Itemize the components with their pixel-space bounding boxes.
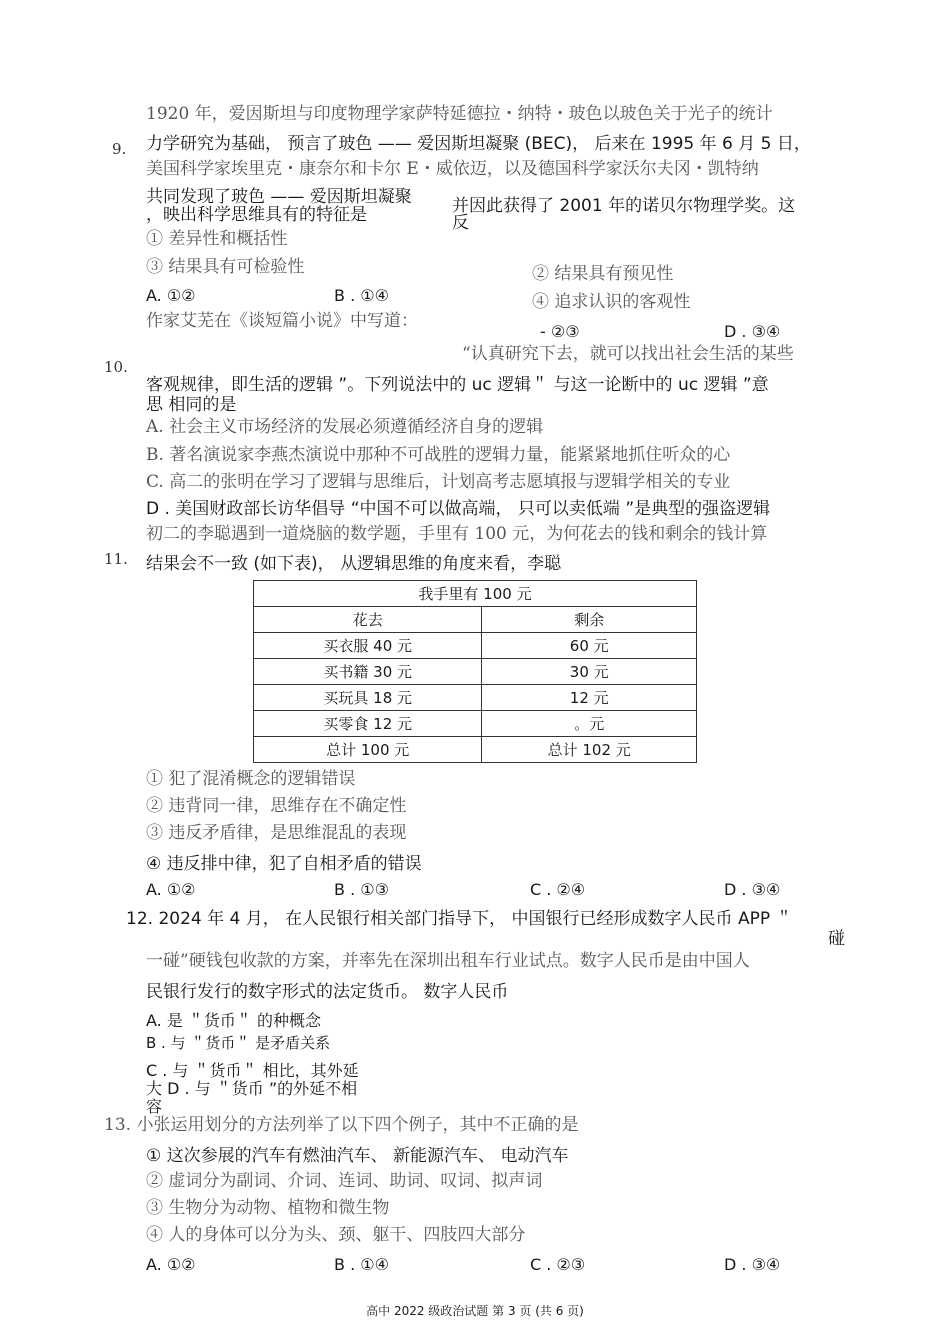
table-row	[254, 711, 697, 737]
q9-line3: 美国科学家埃里克・康奈尔和卡尔 E・威依迈，以及德国科学家沃尔夫冈・凯特纳	[146, 159, 759, 179]
table-cell-left: 12 元	[482, 685, 697, 711]
q11-item3: ③ 违反矛盾律，是思维混乱的表现	[146, 823, 407, 843]
table-row	[254, 685, 697, 711]
q13-item3: ③ 生物分为动物、植物和微生物	[146, 1198, 390, 1218]
table-cell-spent: 总计 100 元	[254, 737, 482, 763]
q9-line4c: 并因此获得了 2001 年的诺贝尔物理学奖。这	[452, 196, 796, 216]
table-title: 我手里有 100 元	[254, 581, 697, 607]
q12-line1: 12. 2024 年 4 月， 在人民银行相关部门指导下， 中国银行已经形成数字人民币 APP ＂	[126, 909, 793, 929]
q13-option-c: C . ②③	[530, 1255, 586, 1274]
q12-line1b: 碰	[828, 929, 845, 949]
q9-line4b: ，映出科学思维具有的特征是	[146, 205, 367, 225]
q13-option-d: D . ③④	[724, 1255, 781, 1274]
q13-option-b: B . ①④	[334, 1255, 389, 1274]
q13-item4: ④ 人的身体可以分为头、颈、躯干、四肢四大部分	[146, 1225, 526, 1245]
q10-option-b: B. 著名演说家李燕杰演说中那种不可战胜的逻辑力量，能紧紧地抓住听众的心	[146, 445, 731, 465]
q9-line4d: 反	[452, 213, 469, 233]
q11-option-b: B . ①③	[334, 880, 389, 899]
q12-line3: 民银行发行的数字形式的法定货币。 数字人民币	[146, 982, 509, 1002]
table-cell-spent: 买玩具 18 元	[254, 685, 482, 711]
q12-line2: 一碰”硬钱包收款的方案，并率先在深圳出租车行业试点。数字人民币是由中国人	[146, 951, 750, 971]
q9-item1: ① 差异性和概括性	[146, 229, 288, 249]
table-cell-spent: 买书籍 30 元	[254, 659, 482, 685]
table-cell-left: 总计 102 元	[482, 737, 697, 763]
q9-item4: ④ 追求认识的客观性	[532, 292, 691, 312]
table-row	[254, 659, 697, 685]
q10-line1b: “认真研究下去，就可以找出社会生活的某些	[462, 344, 794, 364]
q12-option-a: A. 是 ＂货币＂ 的种概念	[146, 1011, 322, 1030]
table-cell-spent: 买零食 12 元	[254, 711, 482, 737]
q12-option-b: B . 与 ＂货币＂ 是矛盾关系	[146, 1034, 331, 1052]
q12-option-c: C . 与 ＂货币＂ 相比，其外延	[146, 1061, 359, 1080]
q11-line1: 初二的李聪遇到一道烧脑的数学题，手里有 100 元，为何花去的钱和剩余的钱计算	[146, 524, 768, 544]
q9-item2: ② 结果具有预见性	[532, 264, 674, 284]
table-cell-left: 30 元	[482, 659, 697, 685]
q9-line4a: 共同发现了玻色 —— 爱因斯坦凝聚	[146, 187, 412, 207]
table-title-row	[254, 581, 697, 607]
table-cell-left: 60 元	[482, 633, 697, 659]
q10-option-a: A. 社会主义市场经济的发展必须遵循经济自身的逻辑	[146, 417, 544, 437]
q11-line2: 结果会不一致 (如下表)， 从逻辑思维的角度来看，李聪	[146, 554, 562, 574]
q13-option-a: A. ①②	[146, 1255, 196, 1274]
q10-option-d: D . 美国财政部长访华倡导 “中国不可以做高端， 只可以卖低端 ”是典型的强盗逻辑	[146, 499, 771, 519]
q10-option-c: C. 高二的张明在学习了逻辑与思维后，计划高考志愿填报与逻辑学相关的专业	[146, 472, 731, 492]
q11-item2: ② 违背同一律，思维存在不确定性	[146, 796, 407, 816]
q9-option-b: B . ①④	[334, 286, 389, 305]
page-footer: 高中 2022 级政治试题 第 3 页 (共 6 页)	[366, 1304, 584, 1318]
q9-option-d: D . ③④	[724, 322, 781, 341]
q11-item4: ④ 违反排中律，犯了自相矛盾的错误	[146, 854, 422, 874]
q11-option-a: A. ①②	[146, 880, 196, 899]
q11-item1: ① 犯了混淆概念的逻辑错误	[146, 769, 356, 789]
table-cell-spent: 买衣服 40 元	[254, 633, 482, 659]
q11-number: 11.	[104, 550, 128, 568]
q9-number: 9.	[112, 140, 127, 158]
q10-number: 10.	[104, 358, 128, 376]
q10-line2: 客观规律，即生活的逻辑 ”。下列说法中的 uc 逻辑＂ 与这一论断中的 uc 逻辑 ”意	[146, 375, 769, 395]
q9-option-a: A. ①②	[146, 286, 196, 305]
q11-option-d: D . ③④	[724, 880, 781, 899]
q11-option-c: C . ②④	[530, 880, 586, 899]
table-header-row	[254, 607, 697, 633]
table-cell-left: 。元	[482, 711, 697, 737]
q13-item2: ② 虚词分为副词、介词、连词、助词、叹词、拟声词	[146, 1171, 543, 1191]
table-header-left: 剩余	[482, 607, 697, 633]
q9-option-c: - ②③	[540, 322, 580, 341]
q10-line1a: 作家艾芜在《谈短篇小说》中写道：	[146, 311, 418, 331]
q13-item1: ① 这次参展的汽车有燃油汽车、 新能源汽车、 电动汽车	[146, 1146, 569, 1166]
q10-line3: 思 相同的是	[146, 395, 237, 415]
q9-line1: 1920 年，爱因斯坦与印度物理学家萨特延德拉・纳特・玻色以玻色关于光子的统计	[146, 104, 773, 124]
q9-line2: 力学研究为基础， 预言了玻色 —— 爱因斯坦凝聚 (BEC)， 后来在 1995 年 6 月 5 日，	[146, 134, 811, 154]
q12-option-d: 大 D . 与 ＂货币 ”的外延不相	[146, 1079, 358, 1098]
q12-option-d-cont: 容	[146, 1097, 163, 1116]
table-header-spent: 花去	[254, 607, 482, 633]
q9-item3: ③ 结果具有可检验性	[146, 257, 305, 277]
q11-table	[253, 580, 697, 763]
table-row	[254, 633, 697, 659]
table-row	[254, 737, 697, 763]
q13-line1: 13. 小张运用划分的方法列举了以下四个例子，其中不正确的是	[104, 1115, 579, 1135]
